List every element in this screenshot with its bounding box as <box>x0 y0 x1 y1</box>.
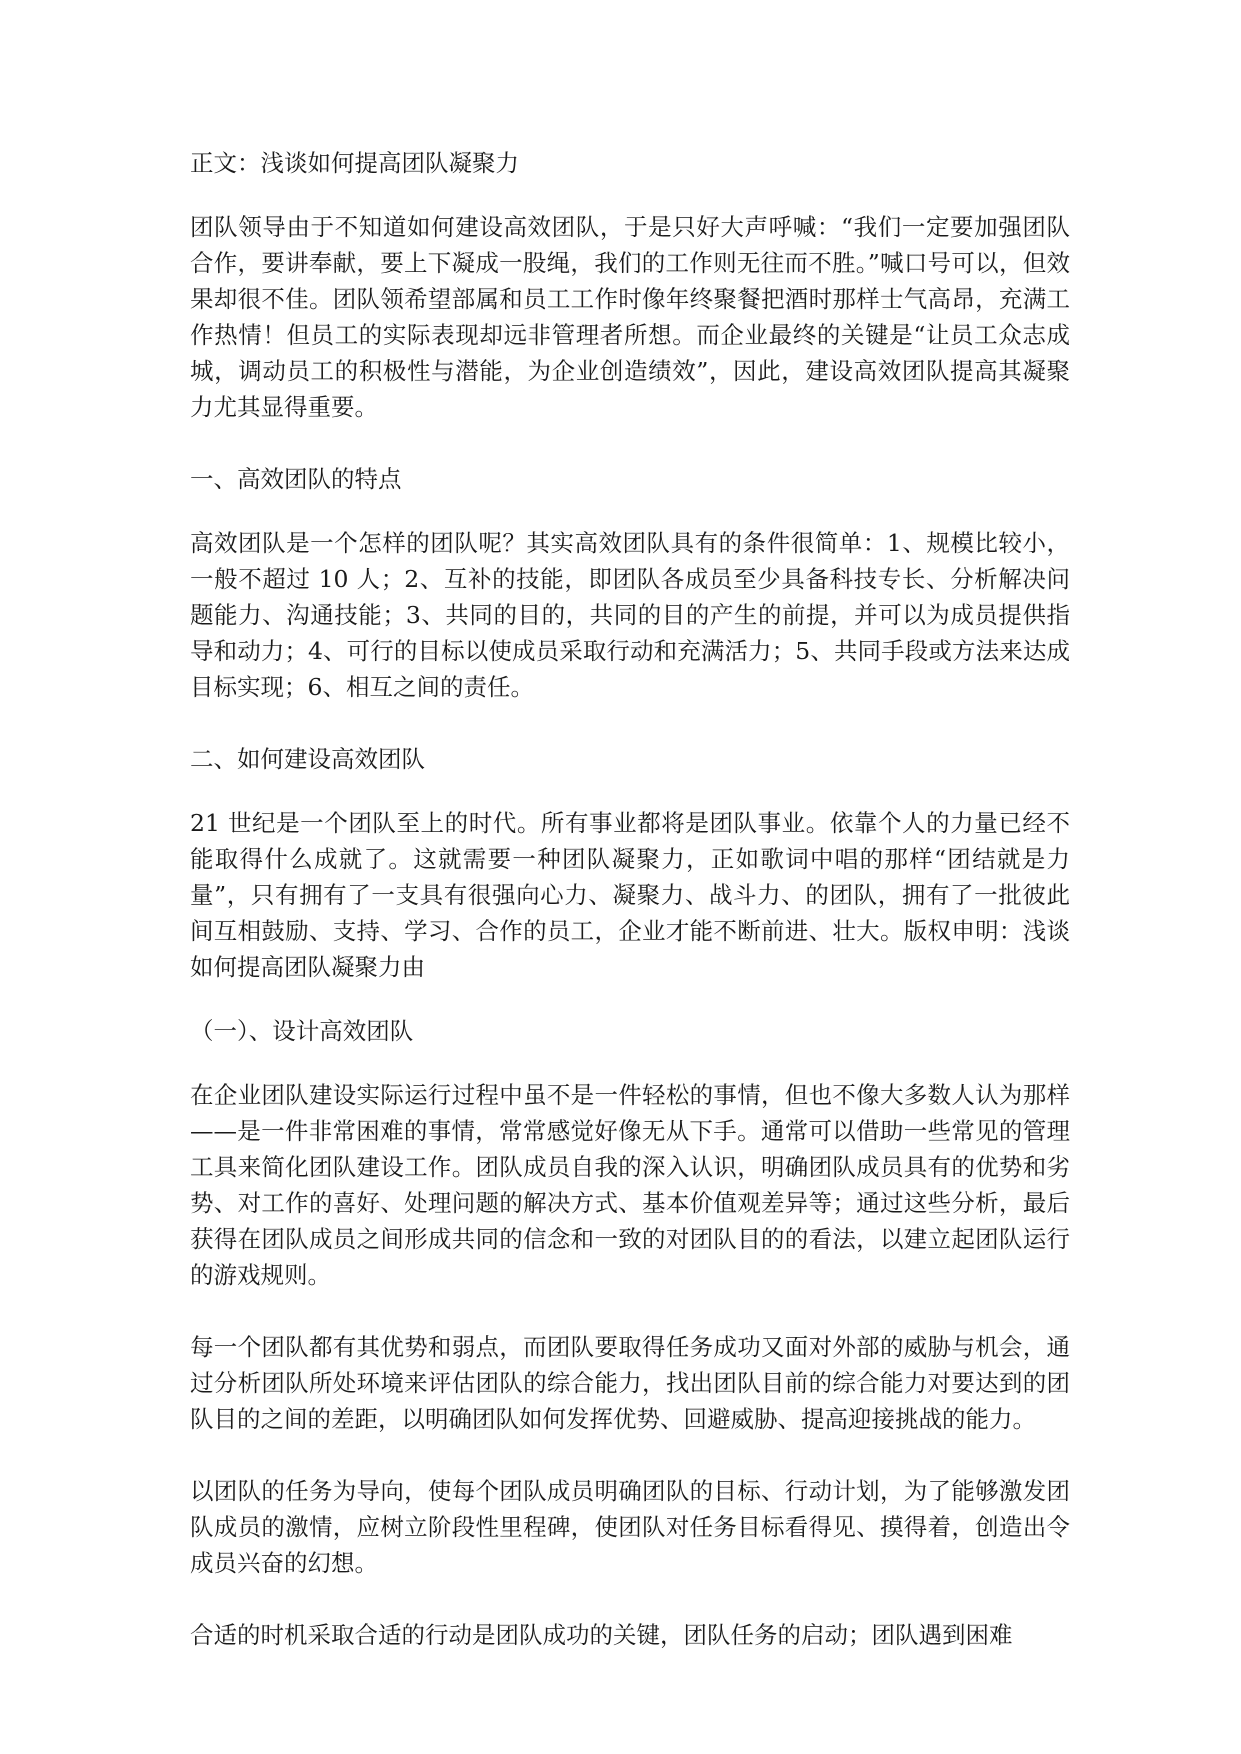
section1-heading: 一、高效团队的特点 <box>190 465 402 493</box>
document-title: 正文：浅谈如何提高团队凝聚力 <box>190 149 519 177</box>
section2-paragraph: 21 世纪是一个团队至上的时代。所有事业都将是团队事业。依靠个人的力量已经不能取得什么成就了。这就需要一种团队凝聚力，正如歌词中唱的那样“团结就是力量”，只有拥有了一支具有很强向心力、凝聚力、战斗力、的团队，拥有了一批彼此间互相鼓励、支持、学习、合作的员工，企业才能不断前进、壮大。版权申明：浅谈如何提高团队凝聚力由 <box>190 809 1070 981</box>
paragraph-team-analysis: 每一个团队都有其优势和弱点，而团队要取得任务成功又面对外部的威胁与机会，通过分析团队所处环境来评估团队的综合能力，找出团队目前的综合能力对要达到的团队目的之间的差距，以明确团队如何发挥优势、回避威胁、提高迎接挑战的能力。 <box>190 1333 1070 1433</box>
paragraph-task-orientation: 以团队的任务为导向，使每个团队成员明确团队的目标、行动计划，为了能够激发团队成员的激情，应树立阶段性里程碑，使团队对任务目标看得见、摸得着，创造出令成员兴奋的幻想。 <box>190 1477 1070 1577</box>
document-body <box>190 145 1070 1653</box>
subsection1-heading: （一）、设计高效团队 <box>190 1017 414 1045</box>
paragraph-team-design: 在企业团队建设实际运行过程中虽不是一件轻松的事情，但也不像大多数人认为那样——是一件非常困难的事情，常常感觉好像无从下手。通常可以借助一些常见的管理工具来简化团队建设工作。团队成员自我的深入认识，明确团队成员具有的优势和劣势、对工作的喜好、处理问题的解决方式、基本价值观差异等；通过这些分析，最后获得在团队成员之间形成共同的信念和一致的对团队目的的看法，以建立起团队运行的游戏规则。 <box>190 1081 1070 1289</box>
intro-paragraph: 团队领导由于不知道如何建设高效团队，于是只好大声呼喊：“我们一定要加强团队合作，要讲奉献，要上下凝成一股绳，我们的工作则无往而不胜。”喊口号可以，但效果却很不佳。团队领希望部属和员工工作时像年终聚餐把酒时那样士气高昂，充满工作热情！但员工的实际表现却远非管理者所想。而企业最终的关键是“让员工众志成城，调动员工的积极性与潜能，为企业创造绩效”，因此，建设高效团队提高其凝聚力尤其显得重要。 <box>190 213 1070 421</box>
section2-heading: 二、如何建设高效团队 <box>190 745 425 773</box>
paragraph-timing: 合适的时机采取合适的行动是团队成功的关键，团队任务的启动；团队遇到困难 <box>190 1621 1013 1649</box>
section1-paragraph: 高效团队是一个怎样的团队呢？其实高效团队具有的条件很简单：1、规模比较小，一般不超过 10 人；2、互补的技能，即团队各成员至少具备科技专长、分析解决问题能力、沟通技能；3、共同的目的，共同的目的产生的前提，并可以为成员提供指导和动力；4、可行的目标以使成员采取行动和充满活力；5、共同手段或方法来达成目标实现；6、相互之间的责任。 <box>190 529 1070 701</box>
